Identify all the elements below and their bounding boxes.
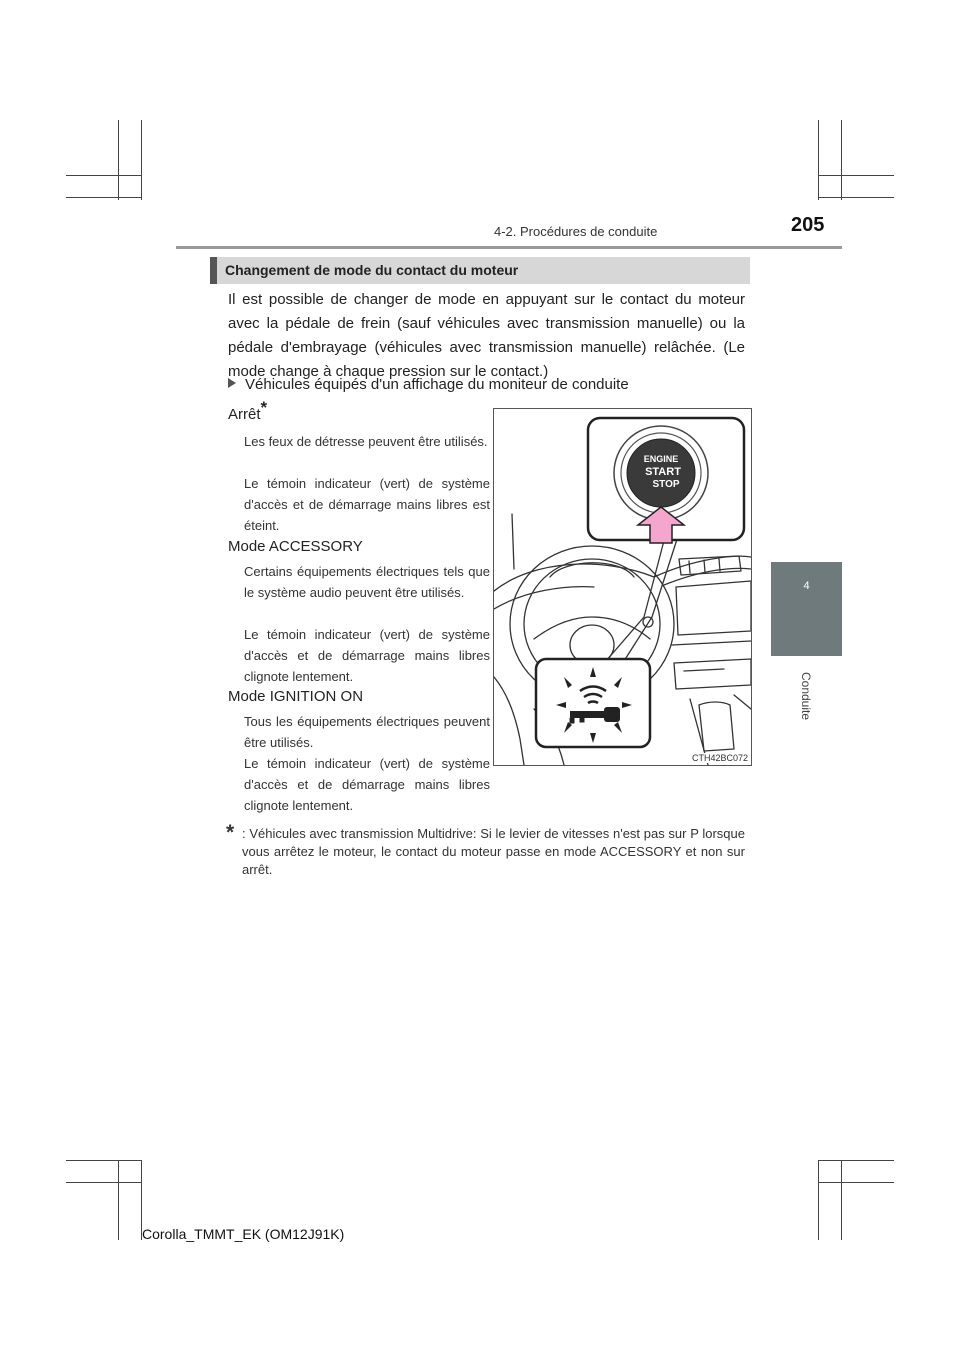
chapter-number: 4 <box>803 580 810 592</box>
mode-title-accessory: Mode ACCESSORY <box>228 538 363 555</box>
mode-description: Tous les équipements électriques peuvent être utilisés. <box>244 714 490 750</box>
crop-mark <box>818 1182 894 1183</box>
chapter-tab <box>771 562 842 656</box>
crop-mark <box>818 1160 894 1161</box>
mode-description: Le témoin indicateur (vert) de système d'accès et de démarrage mains libres est éteint. <box>244 476 490 533</box>
bullet-triangle-icon <box>228 378 236 388</box>
bullet-item <box>228 376 629 393</box>
chapter-label <box>798 656 814 736</box>
footnote-marker: * <box>260 398 268 417</box>
crop-mark <box>818 197 894 198</box>
mode-description: Les feux de détresse peuvent être utilisés. <box>244 434 488 449</box>
crop-mark <box>66 197 141 198</box>
mode-description: Le témoin indicateur (vert) de système d'accès et de démarrage mains libres clignote lentement. <box>244 627 490 684</box>
crop-mark <box>818 120 819 200</box>
chapter-label-text: Conduite <box>799 671 813 721</box>
illustration-code: CTH42BC072 <box>691 753 748 763</box>
mode-description: Certains équipements électriques tels que le système audio peuvent être utilisés. <box>244 564 490 600</box>
crop-mark <box>66 1182 141 1183</box>
smart-key-indicator-icon <box>534 657 652 749</box>
crop-mark <box>141 120 142 200</box>
document-id: Corolla_TMMT_EK (OM12J91K) <box>142 1226 345 1242</box>
crop-mark <box>818 175 894 176</box>
crop-mark <box>818 1160 819 1240</box>
mode-title-text: Arrêt <box>228 406 261 423</box>
bullet-text: Véhicules équipés d'un affichage du moniteur de conduite <box>245 376 629 393</box>
button-label-start: START <box>645 466 681 478</box>
engine-start-stop-button <box>586 415 746 545</box>
button-label-engine: ENGINE <box>643 454 679 464</box>
crop-mark <box>118 120 119 200</box>
header-rule <box>176 246 842 249</box>
crop-mark <box>841 120 842 200</box>
section-heading-text: Changement de mode du contact du moteur <box>225 262 519 278</box>
footnote-text: : Véhicules avec transmission Multidrive: Si le levier de vitesses n'est pas sur P lorsque vous arrêtez le moteur, le contact du moteur passe en mode ACCESSORY et non sur arrêt. <box>242 826 745 877</box>
intro-paragraph: Il est possible de changer de mode en appuyant sur le contact du moteur avec la pédale de frein (sauf véhicules avec transmission manuelle) ou la pédale d'embrayage (véhicules avec transmission manuelle) relâchée. (Le mode change à chaque pression sur le contact.) <box>228 291 745 380</box>
dashboard-illustration <box>493 408 752 766</box>
running-header-section: 4-2. Procédures de conduite <box>494 224 658 239</box>
section-heading <box>210 257 750 284</box>
mode-title-off <box>228 398 268 423</box>
heading-accent-bar <box>210 257 217 284</box>
crop-mark <box>66 175 141 176</box>
footnote <box>226 821 745 879</box>
footnote-star: * <box>226 821 235 844</box>
page-number: 205 <box>791 214 825 236</box>
crop-mark <box>841 1160 842 1240</box>
crop-mark <box>66 1160 141 1161</box>
mode-description: Le témoin indicateur (vert) de système d'accès et de démarrage mains libres clignote lentement. <box>244 756 490 813</box>
crop-mark <box>118 1160 119 1240</box>
button-label-stop: STOP <box>652 479 680 490</box>
mode-title-ignition-on: Mode IGNITION ON <box>228 688 364 705</box>
